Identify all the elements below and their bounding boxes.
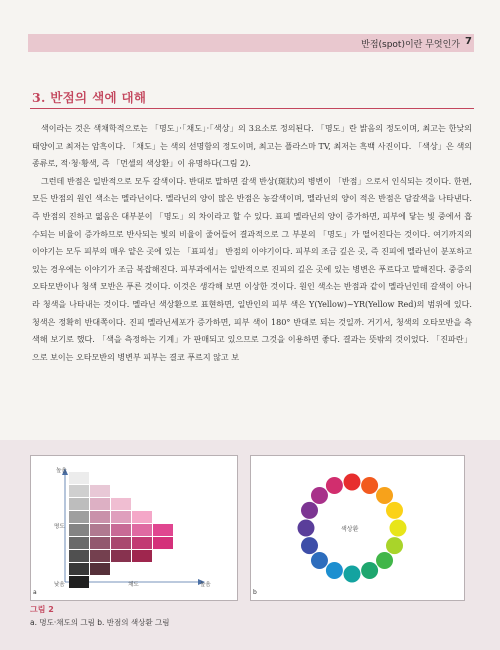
color-swatch <box>111 537 131 549</box>
color-swatch <box>90 563 110 575</box>
color-swatch <box>90 524 110 536</box>
color-swatch <box>111 498 131 510</box>
hue-dot <box>326 477 343 494</box>
page-number: 7 <box>465 36 472 47</box>
color-swatch <box>111 511 131 523</box>
hue-dot <box>361 477 378 494</box>
hue-dot <box>386 502 403 519</box>
color-swatch <box>90 511 110 523</box>
figure-a-corner-label: a <box>33 589 37 596</box>
hue-dot <box>301 502 318 519</box>
hue-dot <box>311 552 328 569</box>
figure-caption-text: a. 명도·채도의 그림 b. 반점의 색상환 그림 <box>30 618 170 627</box>
hue-dot <box>301 537 318 554</box>
color-swatch <box>69 485 89 497</box>
color-swatch <box>132 537 152 549</box>
color-swatch <box>69 537 89 549</box>
color-swatch <box>111 524 131 536</box>
color-swatch <box>132 511 152 523</box>
figure-a-y-mid-label: 명도 <box>54 524 65 530</box>
color-swatch <box>69 472 89 484</box>
color-swatch <box>69 563 89 575</box>
color-swatch <box>69 524 89 536</box>
color-swatch <box>132 550 152 562</box>
section-title-rule <box>30 108 474 109</box>
color-swatch <box>69 511 89 523</box>
figure-a-x-mid-label: 채도 <box>128 582 139 588</box>
color-swatch <box>153 524 173 536</box>
hue-dot <box>390 520 407 537</box>
figure-caption-title: 그림 2 <box>30 605 54 614</box>
hue-dot <box>376 487 393 504</box>
color-swatch <box>153 537 173 549</box>
hue-dot <box>311 487 328 504</box>
figure-b-center-label: 색상환 <box>341 526 359 533</box>
hue-dot <box>376 552 393 569</box>
color-swatch <box>90 550 110 562</box>
color-swatch <box>69 498 89 510</box>
figure-a-y-top-label: 높음 <box>56 468 67 474</box>
body-text <box>32 120 472 366</box>
hue-dot <box>344 474 361 491</box>
color-swatch <box>111 550 131 562</box>
running-title: 반점(spot)이란 무엇인가 <box>361 40 460 50</box>
color-swatch <box>90 537 110 549</box>
hue-dot <box>386 537 403 554</box>
color-swatch <box>90 485 110 497</box>
figure-a-y-bottom-label: 낮음 <box>54 582 65 588</box>
hue-dot <box>298 520 315 537</box>
color-swatch <box>90 498 110 510</box>
color-swatch <box>69 576 89 588</box>
color-swatch <box>69 550 89 562</box>
hue-dot <box>344 566 361 583</box>
figure-b-corner-label: b <box>253 589 257 596</box>
color-swatch <box>132 524 152 536</box>
figure-a-x-right-label: 높음 <box>200 582 211 588</box>
hue-dot <box>326 562 343 579</box>
hue-dot <box>361 562 378 579</box>
paragraph-1: 색이라는 것은 색채학적으로는 「명도」·「채도」·「색상」의 3요소로 정의된다. 「명도」란 밝음의 정도이며, 최고는 한낮의 태양이고 최저는 암흑이다. 「채도」는 색의 선명함의 정도이며, 최고는 플라스마 TV, 최저는 흑백 사진이다. 「색상」은 색의 종류로, 적·청·황색, 즉 「먼셀의 색상환」이 유명하다(그림 2). <box>32 124 472 169</box>
paragraph-2: 그런데 반점은 일반적으로 모두 갈색이다. 반대로 말하면 갈색 반상(斑狀)의 병변이 「반점」으로서 인식되는 것이다. 한편, 모든 반점의 원인 색소는 멜라닌이다. 멜라닌의 양이 많은 반점은 농갈색이며, 멜라닌의 양이 적은 반점은 담갈색을 나타낸다. 즉 반점의 진하고 엷음은 대부분이 「명도」의 차이라고 할 수 있다. 표피 멜라닌의 양이 증가하면, 피부에 닿는 빛 중에서 흡수되는 비율이 증가하므로 반사되는 빛의 비율이 줄어들어 결과적으로 그 부분의 「명도」가 떨어진다는 것이다. 여기까지의 이야기는 모두 피부의 매우 얕은 곳에 있는 「표피성」 반점의 이야기이다. 피부의 조금 깊은 곳, 즉 진피에 멜라닌이 분포하고 있는 경우에는 이야기가 조금 복잡해진다. 피부과에서는 일반적으로 진피의 깊은 곳에 있는 병변은 푸르다고 말해진다. 중증의 오타모반이나 청색 모반은 푸른 것이다. 이것은 생각해 보면 이상한 것이다. 원인 색소는 반점과 같이 멜라닌인데 갈색이 아니라 청색을 나타내는 것이다. 멜라닌 색상환으로 표현하면, 일반인의 피부 색은 Y(Yellow)~YR(Yellow Red)의 범위에 있다. 청색은 정확히 반대쪽이다. 진피 멜라닌세포가 증가하면, 피부 색이 180° 반대로 되는 것일까. 거기서, 청색의 오타모반을 측색해 보기로 했다. 「색을 측정하는 기계」가 판매되고 있으므로 그것을 이용하면 좋다. 결과는 뜻밖의 것이었다. 「진파란」으로 보이는 오타모반의 병변부 피부는 결코 푸르지 않고 보 <box>32 176 472 362</box>
section-title: 3. 반점의 색에 대해 <box>32 90 147 105</box>
